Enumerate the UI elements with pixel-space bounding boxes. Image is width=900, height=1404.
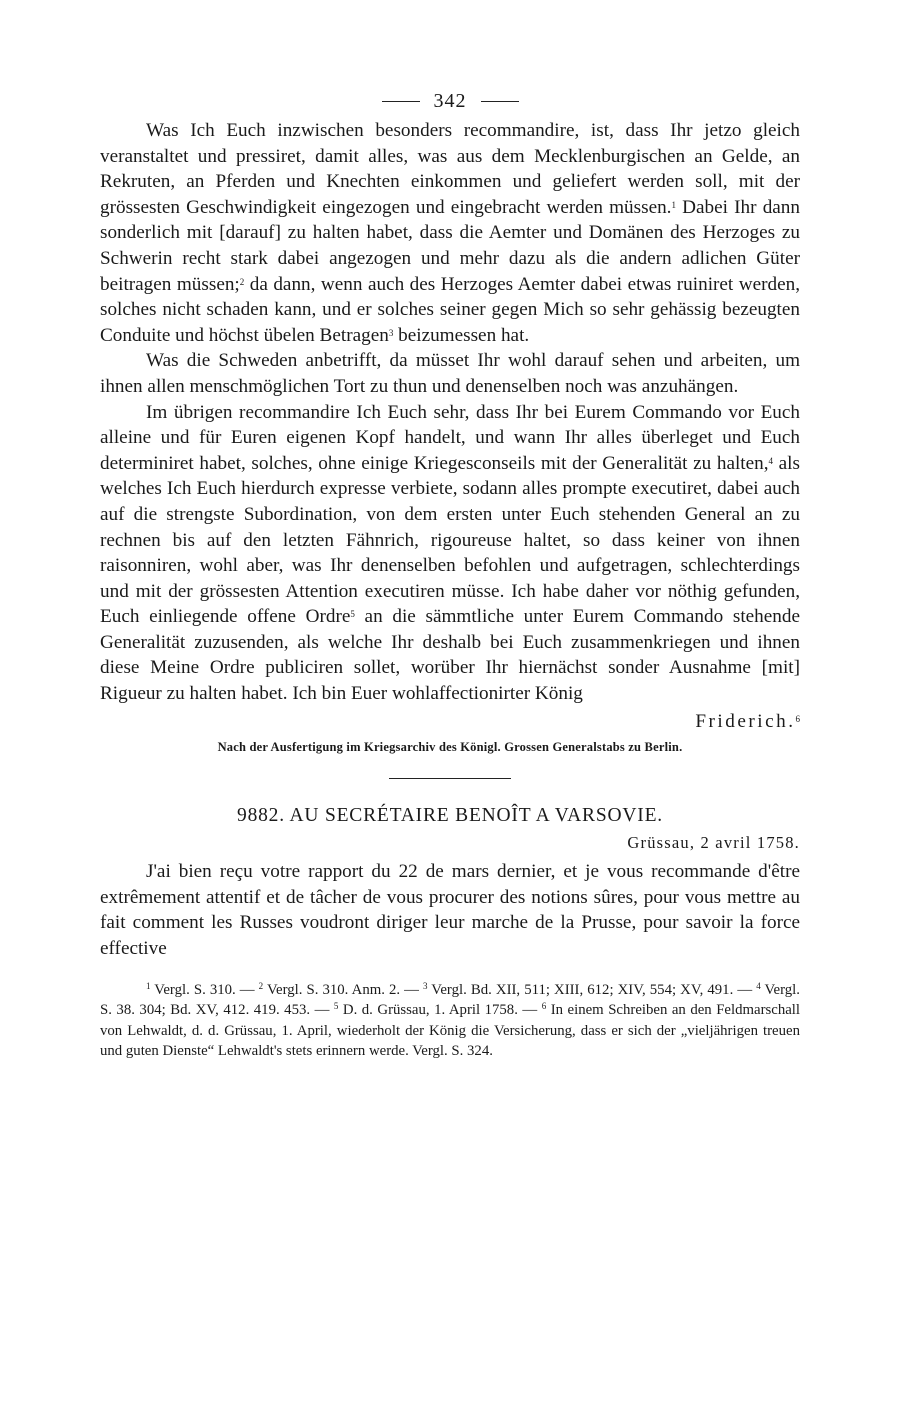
document-page [100,84,800,1062]
document-paragraph: J'ai bien reçu votre rapport du 22 de mars dernier, et je vous recommande d'être extrêmement attentif et de tâcher de vous procurer des notions sûres, pour vous mettre au fait comment les Russes voudront diriger leur marche de la Prusse, pour savoir la force effective [100,861,800,960]
letter-body [100,118,800,707]
footnote-ref: 4 [768,455,774,466]
footnote-ref: 2 [239,276,245,287]
footnote-ref: 5 [350,609,355,620]
letter-paragraph: Was Ich Euch inzwischen besonders recommandire, ist, dass Ihr jetzo gleich veranstaltet und pressiret, damit alles, was aus dem Mecklenburgischen an Gelde, an Rekruten, an Pferden und Knechten einkommen und geliefert werden soll, mit der grössesten Geschwindigkeit eingezogen und eingebracht werden müssen.$^1$ Dabei Ihr dann sonderlich mit [darauf] zu halten habet, dass die Aemter und Domänen des Herzoges zu Schwerin recht stark dabei angezogen und mehr dazu als die andern adlichen Güter beitragen müssen;$^2$ da dann, wenn auch des Herzoges Aemter dabei etwas ruiniret werden, solches nicht schaden kann, und er solches seiner gegen Mich so sehr gehässig bezeugten Conduite und höchst übelen Betragen$^3$ beizumessen hat. [100,120,801,346]
source-note: Nach der Ausfertigung im Kriegsarchiv des Königl. Grossen Generalstabs zu Berlin. [217,740,683,755]
footnote-ref: 3 [388,327,394,338]
footnotes [100,980,800,1062]
footnote-ref: 1 [671,199,676,210]
section-divider [389,778,511,779]
footnote-ref: 6 [795,713,800,724]
signature: Friderich.$^6$ [695,710,800,732]
header-dash-left [382,101,420,102]
letter-paragraph: Im übrigen recommandire Ich Euch sehr, dass Ihr bei Eurem Commando vor Euch alleine und für Euren eigenen Kopf handelt, und wann Ihr alles überleget und Euch determiniret habet, solches, ohne einige Kriegesconseils mit der Generalität zu halten,$^4$ als welches Ich Euch hierdurch expresse verbiete, sodann alles prompte executiret, dabei auch auf die strengste Subordination, von dem ersten unter Euch stehenden General an zu rechnen bis auf den letzten Fähnrich, rigoureuse haltet, so dass keiner von ihnen raisonniren, wohl aber, was Ihr denenselben befohlen und aufgetragen, schlechterdings und mit der grössesten Attention executiren müsse. Ich habe daher vor nöthig gefunden, Euch einliegende offene Ordre$^5$ an die sämmtliche unter Eurem Commando stehende Generalität zuzusenden, als welche Ihr deshalb bei Euch zusammenkriegen und ihnen diese Meine Ordre publiciren sollet, worüber Ihr hiernächst sonder Ausnahme [mit] Rigueur zu halten habet. Ich bin Euer wohlaffectionirter König [100,401,800,705]
document-heading: 9882. AU SECRÉTAIRE BENOÎT A VARSOVIE. [237,805,663,827]
footnote-line: $^1$ Vergl. S. 310. — $^2$ Vergl. S. 310. Anm. 2. — $^3$ Vergl. Bd. XII, 511; XIII, 612; XIV, 554; XV, 491. — $^4$ Vergl. S. 38. 304; Bd. XV, 412. 419. 453. — $^5$ D. d. Grüssau, 1. April 1758. — $^6$ In einem Schreiben an den Feldmarschall von Lehwaldt, d. d. Grüssau, 1. April, wiederholt der König die Versicherung, dass er sich der „vieljährigen treuen und guten Dienste“ Lehwaldt's stets erinnern werde. Vergl. S. 324. [100,980,801,1060]
running-header [100,84,800,118]
header-dash-right [481,101,519,102]
place-date: Grüssau, 2 avril 1758. [627,833,800,853]
letter-paragraph: Was die Schweden anbetrifft, da müsset Ihr wohl darauf sehen und arbeiten, um ihnen allen menschmöglichen Tort zu thun und denenselben noch was anzuhängen. [100,350,800,397]
page-number: 342 [433,89,467,112]
document-body [100,859,800,961]
